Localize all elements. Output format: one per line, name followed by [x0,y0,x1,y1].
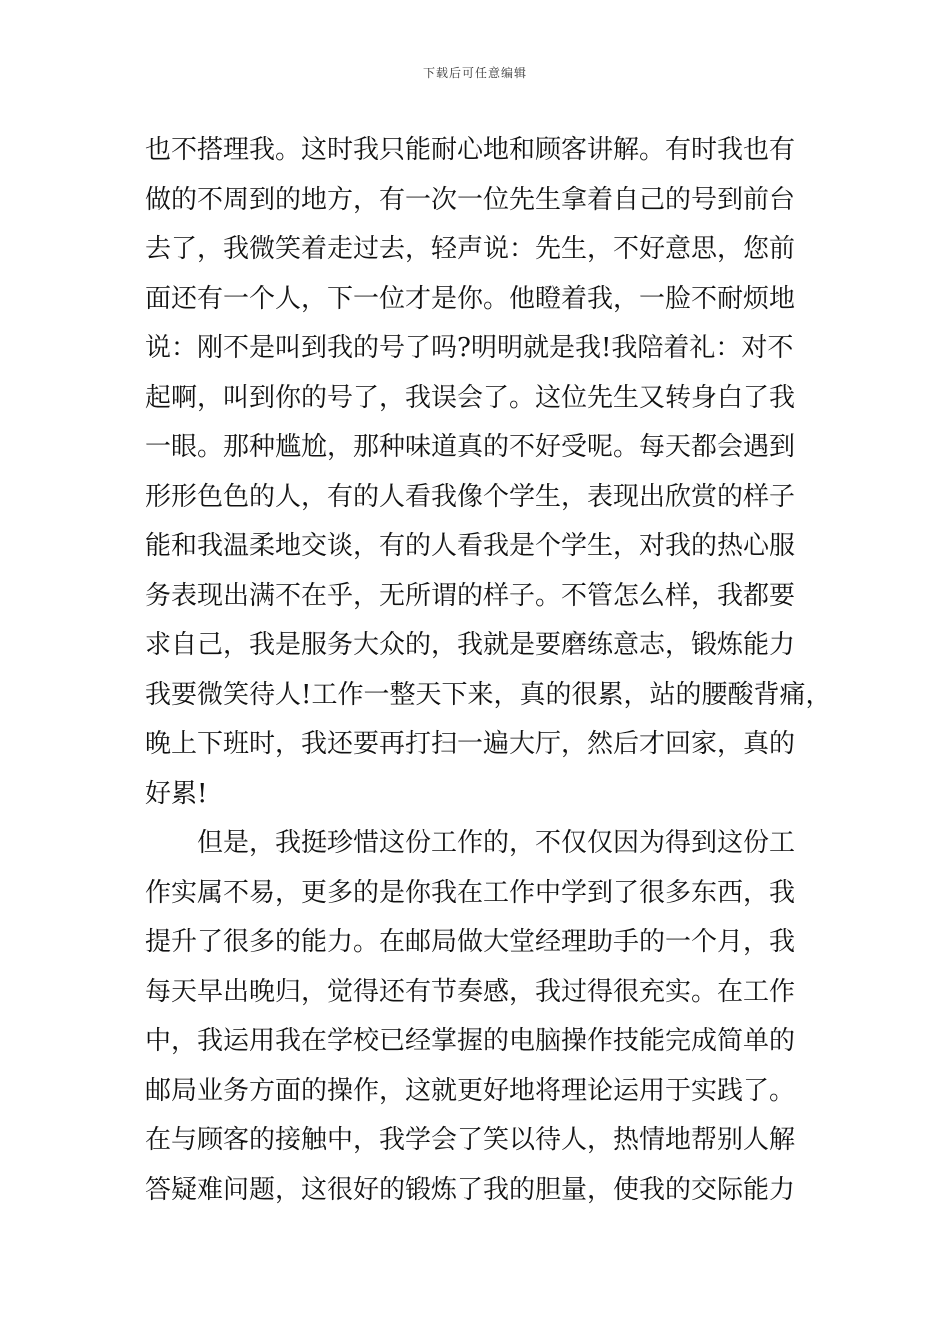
text-line: 起啊，叫到你的号了，我误会了。这位先生又转身白了我 [145,382,796,413]
text-line: 提升了很多的能力。在邮局做大堂经理助手的一个月，我 [145,927,796,957]
text-line: 务表现出满不在乎，无所谓的样子。不管怎么样，我都要 [145,580,796,611]
text-line: 去了，我微笑着走过去，轻声说：先生，不好意思，您前 [145,234,796,264]
body-text [145,126,835,1215]
text-line: 每天早出晚归，觉得还有节奏感，我过得很充实。在工作 [145,976,796,1007]
text-line: 面还有一个人，下一位才是你。他瞪着我，一脸不耐烦地 [145,283,796,314]
text-line: 晚上下班时，我还要再打扫一遍大厅，然后才回家，真的 [145,729,796,759]
paragraph-start-line: 但是，我挺珍惜这份工作的，不仅仅因为得到这份工 [145,828,796,858]
page-header: 下载后可任意编辑 [422,66,527,80]
text-line: 做的不周到的地方，有一次一位先生拿着自己的号到前台 [145,184,796,215]
text-line: 好累! [145,778,208,809]
text-line: 答疑难问题，这很好的锻炼了我的胆量，使我的交际能力 [145,1174,796,1205]
text-line: 也不搭理我。这时我只能耐心地和顾客讲解。有时我也有 [145,135,796,165]
text-line: 能和我温柔地交谈，有的人看我是个学生，对我的热心服 [145,531,796,561]
text-line: 作实属不易，更多的是你我在工作中学到了很多东西，我 [145,877,796,908]
text-line: 一眼。那种尴尬，那种味道真的不好受呢。每天都会遇到 [145,432,796,462]
text-line: 说：刚不是叫到我的号了吗?明明就是我!我陪着礼：对不 [145,333,794,363]
text-line: 在与顾客的接触中，我学会了笑以待人，热情地帮别人解 [145,1125,796,1155]
text-line: 我要微笑待人!工作一整天下来，真的很累，站的腰酸背痛， [145,679,832,710]
text-line: 形形色色的人，有的人看我像个学生，表现出欣赏的样子 [145,481,796,512]
text-line: 中，我运用我在学校已经掌握的电脑操作技能完成简单的 [145,1026,796,1056]
text-line: 邮局业务方面的操作，这就更好地将理论运用于实践了。 [145,1075,796,1106]
text-line: 求自己，我是服务大众的，我就是要磨练意志，锻炼能力 [145,630,796,660]
